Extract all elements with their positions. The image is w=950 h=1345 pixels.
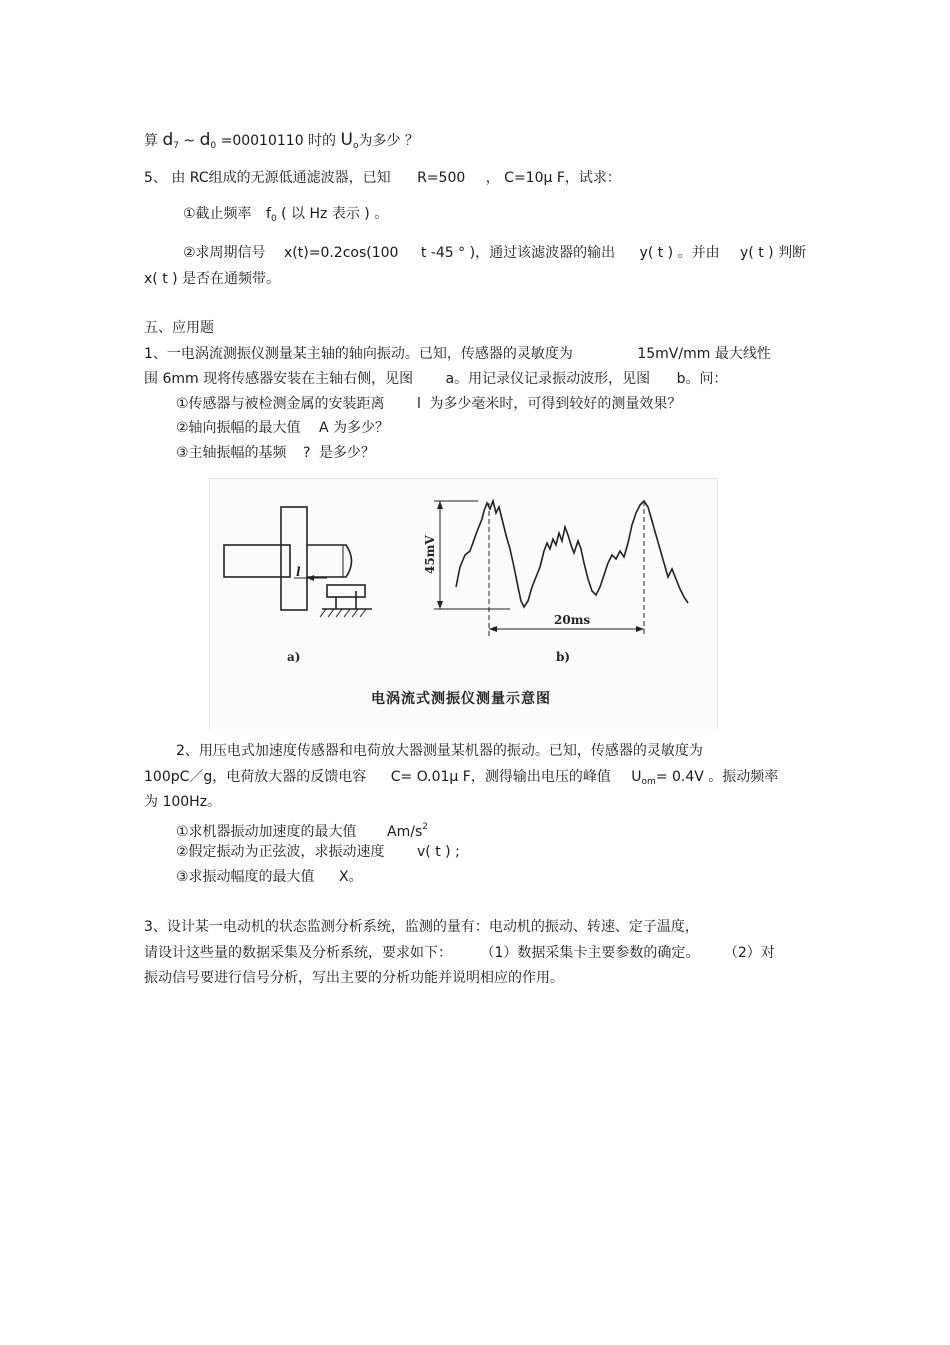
s5-q2-line2 — [144, 767, 778, 792]
shaft-right — [307, 545, 352, 577]
s5-q2-item3 — [176, 867, 363, 887]
s5-q2-item1-b: Am/s — [387, 824, 423, 840]
s5-q3-line2-c: （2）对 — [723, 945, 775, 961]
q4-d7: d — [162, 130, 174, 150]
s5-q1-line1-c: 最大线性 — [714, 346, 771, 362]
q5-item1 — [183, 204, 388, 229]
s5-q2-item1 — [176, 817, 428, 842]
s5-q2-line2-a: 100pC／g，电荷放大器的反馈电容 — [144, 769, 367, 785]
s5-q1-item1-a: ①传感器与被检测金属的安装距离 — [176, 396, 385, 412]
s5-q3-line1: 3、设计某一电动机的状态监测分析系统，监测的量有：电动机的振动、转速、定子温度， — [144, 919, 699, 935]
s5-q3-line3: 振动信号要进行信号分析，写出主要的分析功能并说明相应的作用。 — [144, 970, 564, 986]
q5-item2-d: y( t ) 。并由 — [639, 245, 720, 261]
s5-q1-item3 — [176, 443, 375, 463]
s5-q1-line2-d: b。问： — [676, 371, 728, 387]
s5-q2-item1-sup: 2 — [422, 822, 428, 832]
s5-q1-item1-b: l — [417, 396, 421, 412]
q5-c-value: C=10μ F，试求： — [504, 170, 621, 186]
s5-q1-line2 — [144, 369, 727, 389]
q5-line1 — [144, 168, 621, 188]
q4-text-a: 算 — [144, 133, 158, 149]
s5-q2-line2-d: = 0.4V 。振动频率 — [655, 769, 779, 785]
s5-q1-item2-b: A 为多少？ — [319, 420, 390, 436]
s5-q2-item3-b: X。 — [339, 869, 363, 885]
s5-q2-item2-b: v( t ) ; — [417, 844, 460, 860]
q5-line1-a: 5、 由 RC组成的无源低通滤波器，已知 — [144, 170, 391, 186]
q4-text-c: 为多少 ？ — [358, 133, 419, 149]
s5-q2-item2-a: ②假定振动为正弦波，求振动速度 — [176, 844, 385, 860]
s5-q2-line2-b: C= O.01μ F，测得输出电压的峰值 — [390, 769, 611, 785]
s5-q2-u: U — [631, 769, 642, 785]
amp-arrow-bottom — [437, 601, 443, 609]
s5-q3-line2-a: 请设计这些量的数据采集及分析系统，要求如下： — [144, 945, 452, 961]
q4-d7-sub: 7 — [173, 141, 179, 151]
q5-f-sub: 0 — [270, 214, 277, 224]
s5-q1-item1 — [176, 394, 681, 414]
s5-q1-line1-a: 1、一电涡流测振仪测量某主轴的轴向振动。已知，传感器的灵敏度为 — [144, 346, 573, 362]
s5-q2-item3-a: ③求振动幅度的最大值 — [176, 869, 315, 885]
s5-q2-u-sub: om — [641, 777, 656, 787]
q4-d0-sub: 0 — [210, 141, 217, 151]
q4-u: U — [340, 130, 353, 150]
s5-q2-item2 — [176, 842, 460, 862]
period-arrow-right — [636, 626, 644, 632]
s5-q1-line2-a: 围 6mm — [144, 371, 199, 387]
q5-r-value: R=500 — [417, 170, 466, 186]
s5-q1-item3-b: ? — [303, 445, 311, 461]
sensor-body — [327, 585, 365, 597]
vibration-waveform — [456, 501, 688, 607]
q5-item2-b: x(t)=0.2cos(100 — [284, 245, 399, 261]
q5-item1-a: ①截止频率 — [183, 206, 252, 222]
figure-label-a: a) — [287, 650, 301, 664]
q5-item2-e: y( t ) 判断 — [740, 245, 807, 261]
gap-arrowhead — [307, 575, 314, 581]
s5-q2-line1: 2、用压电式加速度传感器和电荷放大器测量某机器的振动。已知，传感器的灵敏度为 — [176, 743, 703, 759]
q5-item1-b: ( 以 Hz 表示 ) 。 — [276, 206, 389, 222]
shaft — [224, 545, 290, 577]
q5-comma: ， — [485, 170, 500, 186]
s5-q1-item1-c: 为多少毫米时，可得到较好的测量效果？ — [429, 396, 682, 412]
s5-q1-line1 — [144, 344, 771, 364]
amp-arrow-top — [437, 501, 443, 509]
q4-tilde: ~ — [178, 133, 200, 149]
s5-q2-line3: 为 100Hz。 — [144, 794, 222, 810]
s5-q1-line2-b: 现将传感器安装在主轴右侧，见图 — [203, 371, 414, 387]
q5-item2 — [183, 243, 806, 263]
q5-item2-c: t -45 ° )，通过该滤波器的输出 — [420, 245, 616, 261]
s5-q2-item1-a: ①求机器振动加速度的最大值 — [176, 824, 357, 840]
q4-d0: d — [199, 130, 211, 150]
s5-q1-item3-a: ③主轴振幅的基频 — [176, 445, 287, 461]
q4-tail-line — [144, 130, 419, 156]
q5-item2-line2: x( t ) 是否在通频带。 — [144, 271, 281, 287]
section5-title: 五、应用题 — [144, 320, 214, 336]
q4-u-sub: o — [352, 141, 359, 151]
disk — [281, 507, 307, 610]
s5-q1-item3-c: 是多少？ — [318, 445, 375, 461]
period-arrow-left — [489, 626, 497, 632]
s5-q3-line2 — [144, 943, 775, 963]
q5-f: f — [266, 206, 271, 222]
s5-q1-item2 — [176, 418, 389, 438]
eddy-current-figure — [209, 478, 718, 729]
q4-text-b: =00010110 时的 — [216, 133, 341, 149]
figure-label-l: l — [296, 565, 301, 579]
ground-hatch — [320, 609, 366, 617]
figure-label-b: b) — [556, 650, 571, 664]
q5-item2-a: ②求周期信号 — [183, 245, 266, 261]
figure-label-20ms: 20ms — [554, 613, 591, 627]
figure-a-drawing — [224, 507, 372, 617]
s5-q3-line2-b: （1）数据采集卡主要参数的确定。 — [480, 945, 700, 961]
s5-q1-item2-a: ②轴向振幅的最大值 — [176, 420, 301, 436]
s5-q1-sensitivity: 15mV/mm — [637, 346, 711, 362]
figure-caption: 电涡流式测振仪测量示意图 — [371, 691, 551, 707]
s5-q1-line2-c: a。用记录仪记录振动波形，见图 — [445, 371, 651, 387]
figure-label-45mv: 45mV — [423, 535, 437, 574]
